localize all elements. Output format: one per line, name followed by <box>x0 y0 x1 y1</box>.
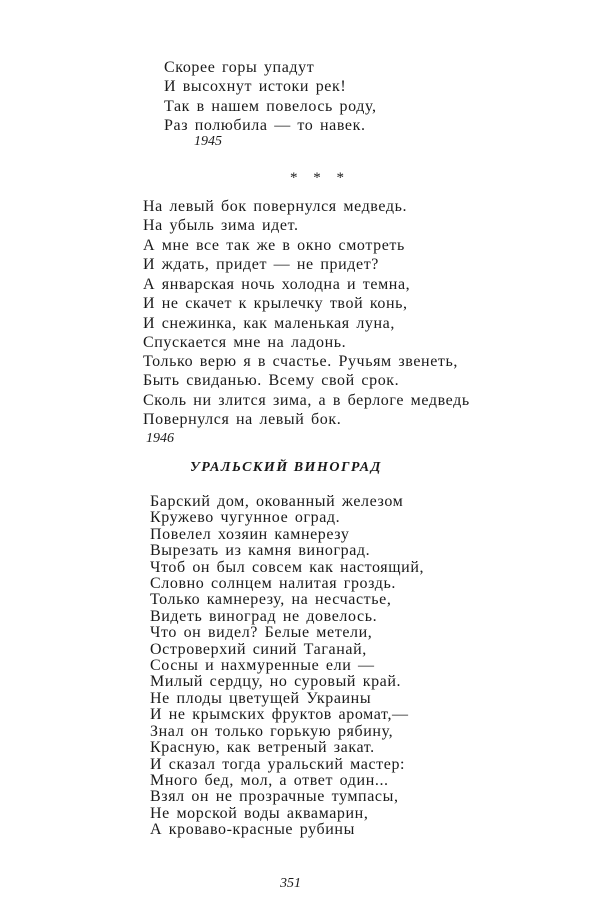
verse-line: Словно солнцем налитая гроздь. <box>150 575 397 593</box>
verse-line: Что он видел? Белые метели, <box>150 624 373 642</box>
verse-line: Только камнерезу, на несчастье, <box>150 591 392 609</box>
page-number: 351 <box>280 876 301 891</box>
verse-line: Быть свиданью. Всему свой срок. <box>143 372 400 390</box>
verse-line: Сколь ни злится зима, а в берлоге медведь <box>143 391 470 409</box>
verse-line: На левый бок повернулся медведь. <box>143 198 408 215</box>
verse-line: Кружево чугунное оград. <box>150 509 341 527</box>
verse-line: Спускается мне на ладонь. <box>143 333 347 351</box>
poem2-stanza-3 <box>143 352 470 429</box>
verse-line: Не плоды цветущей Украины <box>150 689 372 707</box>
verse-line: Много бед, мол, а ответ один... <box>150 771 389 789</box>
section-separator: * * * <box>290 170 350 186</box>
verse-line: На убыль зима идет. <box>143 217 299 235</box>
poem1-stanza <box>164 58 377 135</box>
verse-line: Взял он не прозрачные тумпасы, <box>150 788 399 806</box>
verse-line: Не морской воды аквамарин, <box>150 804 369 822</box>
verse-line: А мне все так же в окно смотреть <box>143 236 405 254</box>
verse-line: Милый сердцу, но суровый край. <box>150 673 402 691</box>
verse-line: А кроваво-красные рубины <box>150 821 355 839</box>
verse-line: Так в нашем повелось роду, <box>164 97 377 115</box>
verse-line: Красную, как ветреный закат. <box>150 739 375 757</box>
verse-line: Островерхий синий Таганай, <box>150 640 367 658</box>
verse-line: И высохнут истоки рек! <box>164 78 347 96</box>
poem1-year: 1945 <box>194 134 222 149</box>
verse-line: Знал он только горькую рябину, <box>150 722 394 740</box>
verse-line: И сказал тогда уральский мастер: <box>150 755 406 773</box>
verse-line: И ждать, придет — не придет? <box>143 255 380 273</box>
verse-line: Барский дом, окованный железом <box>150 493 404 510</box>
verse-line: Только верю я в счастье. Ручьям звенеть, <box>143 353 459 370</box>
poem3-body <box>150 494 424 839</box>
verse-line: И снежинка, как маленькая луна, <box>143 314 395 332</box>
verse-line: Сосны и нахмуренные ели — <box>150 657 375 675</box>
poem2-year: 1946 <box>146 431 174 446</box>
verse-line: Вырезать из камня виноград. <box>150 542 371 560</box>
poem2-stanza-1 <box>143 197 407 274</box>
verse-line: А январская ночь холодна и темна, <box>143 276 411 293</box>
verse-line: Раз полюбила — то навек. <box>164 116 366 134</box>
poem2-stanza-2 <box>143 275 410 352</box>
verse-line: Видеть виноград не довелось. <box>150 607 378 625</box>
verse-line: И не скачет к крылечку твой конь, <box>143 295 408 313</box>
verse-line: Повернулся на левый бок. <box>143 410 342 428</box>
verse-line: Повелел хозяин камнерезу <box>150 525 350 543</box>
verse-line: Скорее горы упадут <box>164 59 315 76</box>
poem-title: УРАЛЬСКИЙ ВИНОГРАД <box>190 460 382 475</box>
verse-line: И не крымских фруктов аромат,— <box>150 706 409 724</box>
verse-line: Чтоб он был совсем как настоящий, <box>150 558 425 576</box>
